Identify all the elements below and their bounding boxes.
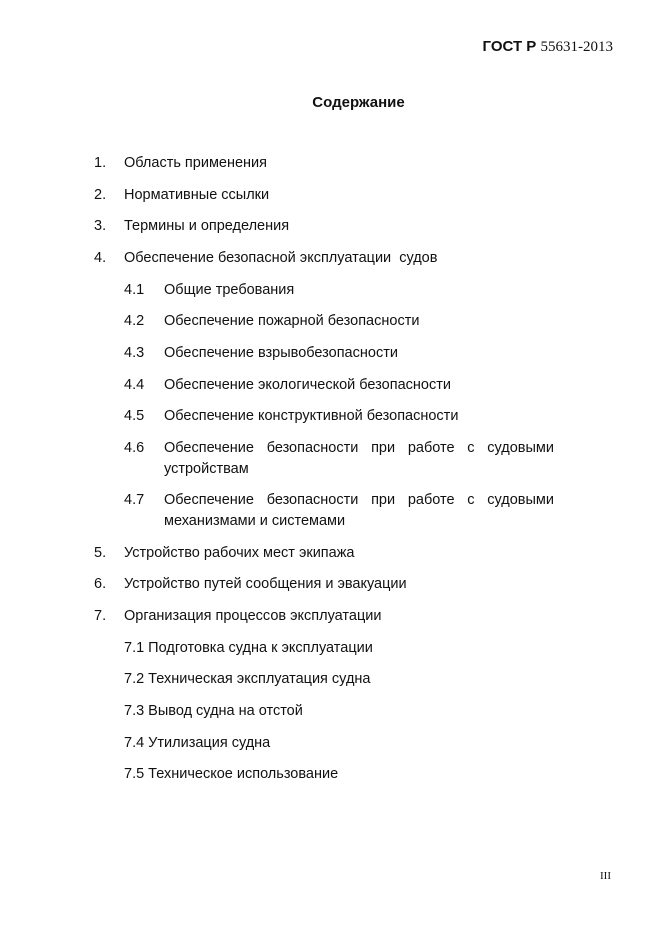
toc-item-text: Обеспечение безопасности при работе с судовыми устройствам bbox=[164, 440, 554, 477]
toc-item-7-1[interactable] bbox=[124, 638, 554, 659]
toc-item-2[interactable] bbox=[94, 185, 564, 206]
toc-item-7-2[interactable] bbox=[124, 669, 554, 690]
toc-item-4-4[interactable] bbox=[124, 375, 554, 396]
toc-item-4-6[interactable] bbox=[124, 438, 554, 480]
toc-item-text: Обеспечение безопасности при работе с судовыми механизмами и системами bbox=[164, 492, 554, 529]
toc-item-4-3[interactable] bbox=[124, 343, 554, 364]
toc-item-text: Нормативные ссылки bbox=[124, 187, 270, 203]
toc-item-3[interactable] bbox=[94, 216, 564, 237]
toc-item-7-5[interactable] bbox=[124, 764, 554, 785]
toc-item-number: 2. bbox=[94, 187, 107, 203]
toc-item-7-3[interactable] bbox=[124, 701, 554, 722]
toc-item-number: 7. bbox=[94, 608, 107, 624]
toc-item-text: Обеспечение взрывобезопасности bbox=[164, 345, 398, 361]
toc-item-number: 4.3 bbox=[124, 345, 145, 361]
toc-item-text: Обеспечение конструктивной безопасности bbox=[164, 408, 459, 424]
toc-item-number: 4.6 bbox=[124, 440, 145, 456]
toc-item-text: 7.3 Вывод судна на отстой bbox=[124, 703, 303, 719]
toc-item-text: Обеспечение экологической безопасности bbox=[164, 377, 451, 393]
toc-item-text: Обеспечение пожарной безопасности bbox=[164, 313, 420, 329]
toc-item-text: 7.5 Техническое использование bbox=[124, 766, 339, 782]
toc-item-text: Термины и определения bbox=[124, 218, 290, 234]
toc-item-6[interactable] bbox=[94, 574, 564, 595]
toc-item-1[interactable] bbox=[94, 153, 564, 174]
page-title: Содержание bbox=[312, 94, 405, 111]
toc-item-number: 6. bbox=[94, 576, 107, 592]
toc-item-text: Область применения bbox=[124, 155, 268, 171]
toc-item-text: Устройство рабочих мест экипажа bbox=[124, 545, 355, 561]
toc-item-number: 4.1 bbox=[124, 282, 145, 298]
gost-label: ГОСТ Р bbox=[482, 38, 537, 55]
toc-item-4-5[interactable] bbox=[124, 406, 554, 427]
page-number: III bbox=[600, 870, 611, 882]
toc-item-number: 4.2 bbox=[124, 313, 145, 329]
toc-item-5[interactable] bbox=[94, 543, 564, 564]
standard-number: 55631-2013 bbox=[540, 39, 613, 55]
toc-item-number: 4.4 bbox=[124, 377, 145, 393]
toc-item-text: Обеспечение безопасной эксплуатации судов bbox=[124, 250, 438, 266]
toc-item-number: 4. bbox=[94, 250, 107, 266]
toc-item-text: Устройство путей сообщения и эвакуации bbox=[124, 576, 407, 592]
toc-item-number: 1. bbox=[94, 155, 107, 171]
toc-item-4-7[interactable] bbox=[124, 490, 554, 532]
toc-item-4-1[interactable] bbox=[124, 280, 554, 301]
toc-item-7[interactable] bbox=[94, 606, 564, 627]
toc-item-number: 5. bbox=[94, 545, 107, 561]
toc-item-text: Организация процессов эксплуатации bbox=[124, 608, 382, 624]
toc-item-4[interactable] bbox=[94, 248, 564, 269]
toc-item-number: 4.5 bbox=[124, 408, 145, 424]
toc-item-number: 3. bbox=[94, 218, 107, 234]
toc-item-4-2[interactable] bbox=[124, 311, 554, 332]
toc-item-text: 7.4 Утилизация судна bbox=[124, 735, 271, 751]
toc-item-text: 7.2 Техническая эксплуатация судна bbox=[124, 671, 371, 687]
toc-item-text: Общие требования bbox=[164, 282, 295, 298]
toc-item-text: 7.1 Подготовка судна к эксплуатации bbox=[124, 640, 373, 656]
toc-item-number: 4.7 bbox=[124, 492, 145, 508]
toc-item-7-4[interactable] bbox=[124, 733, 554, 754]
